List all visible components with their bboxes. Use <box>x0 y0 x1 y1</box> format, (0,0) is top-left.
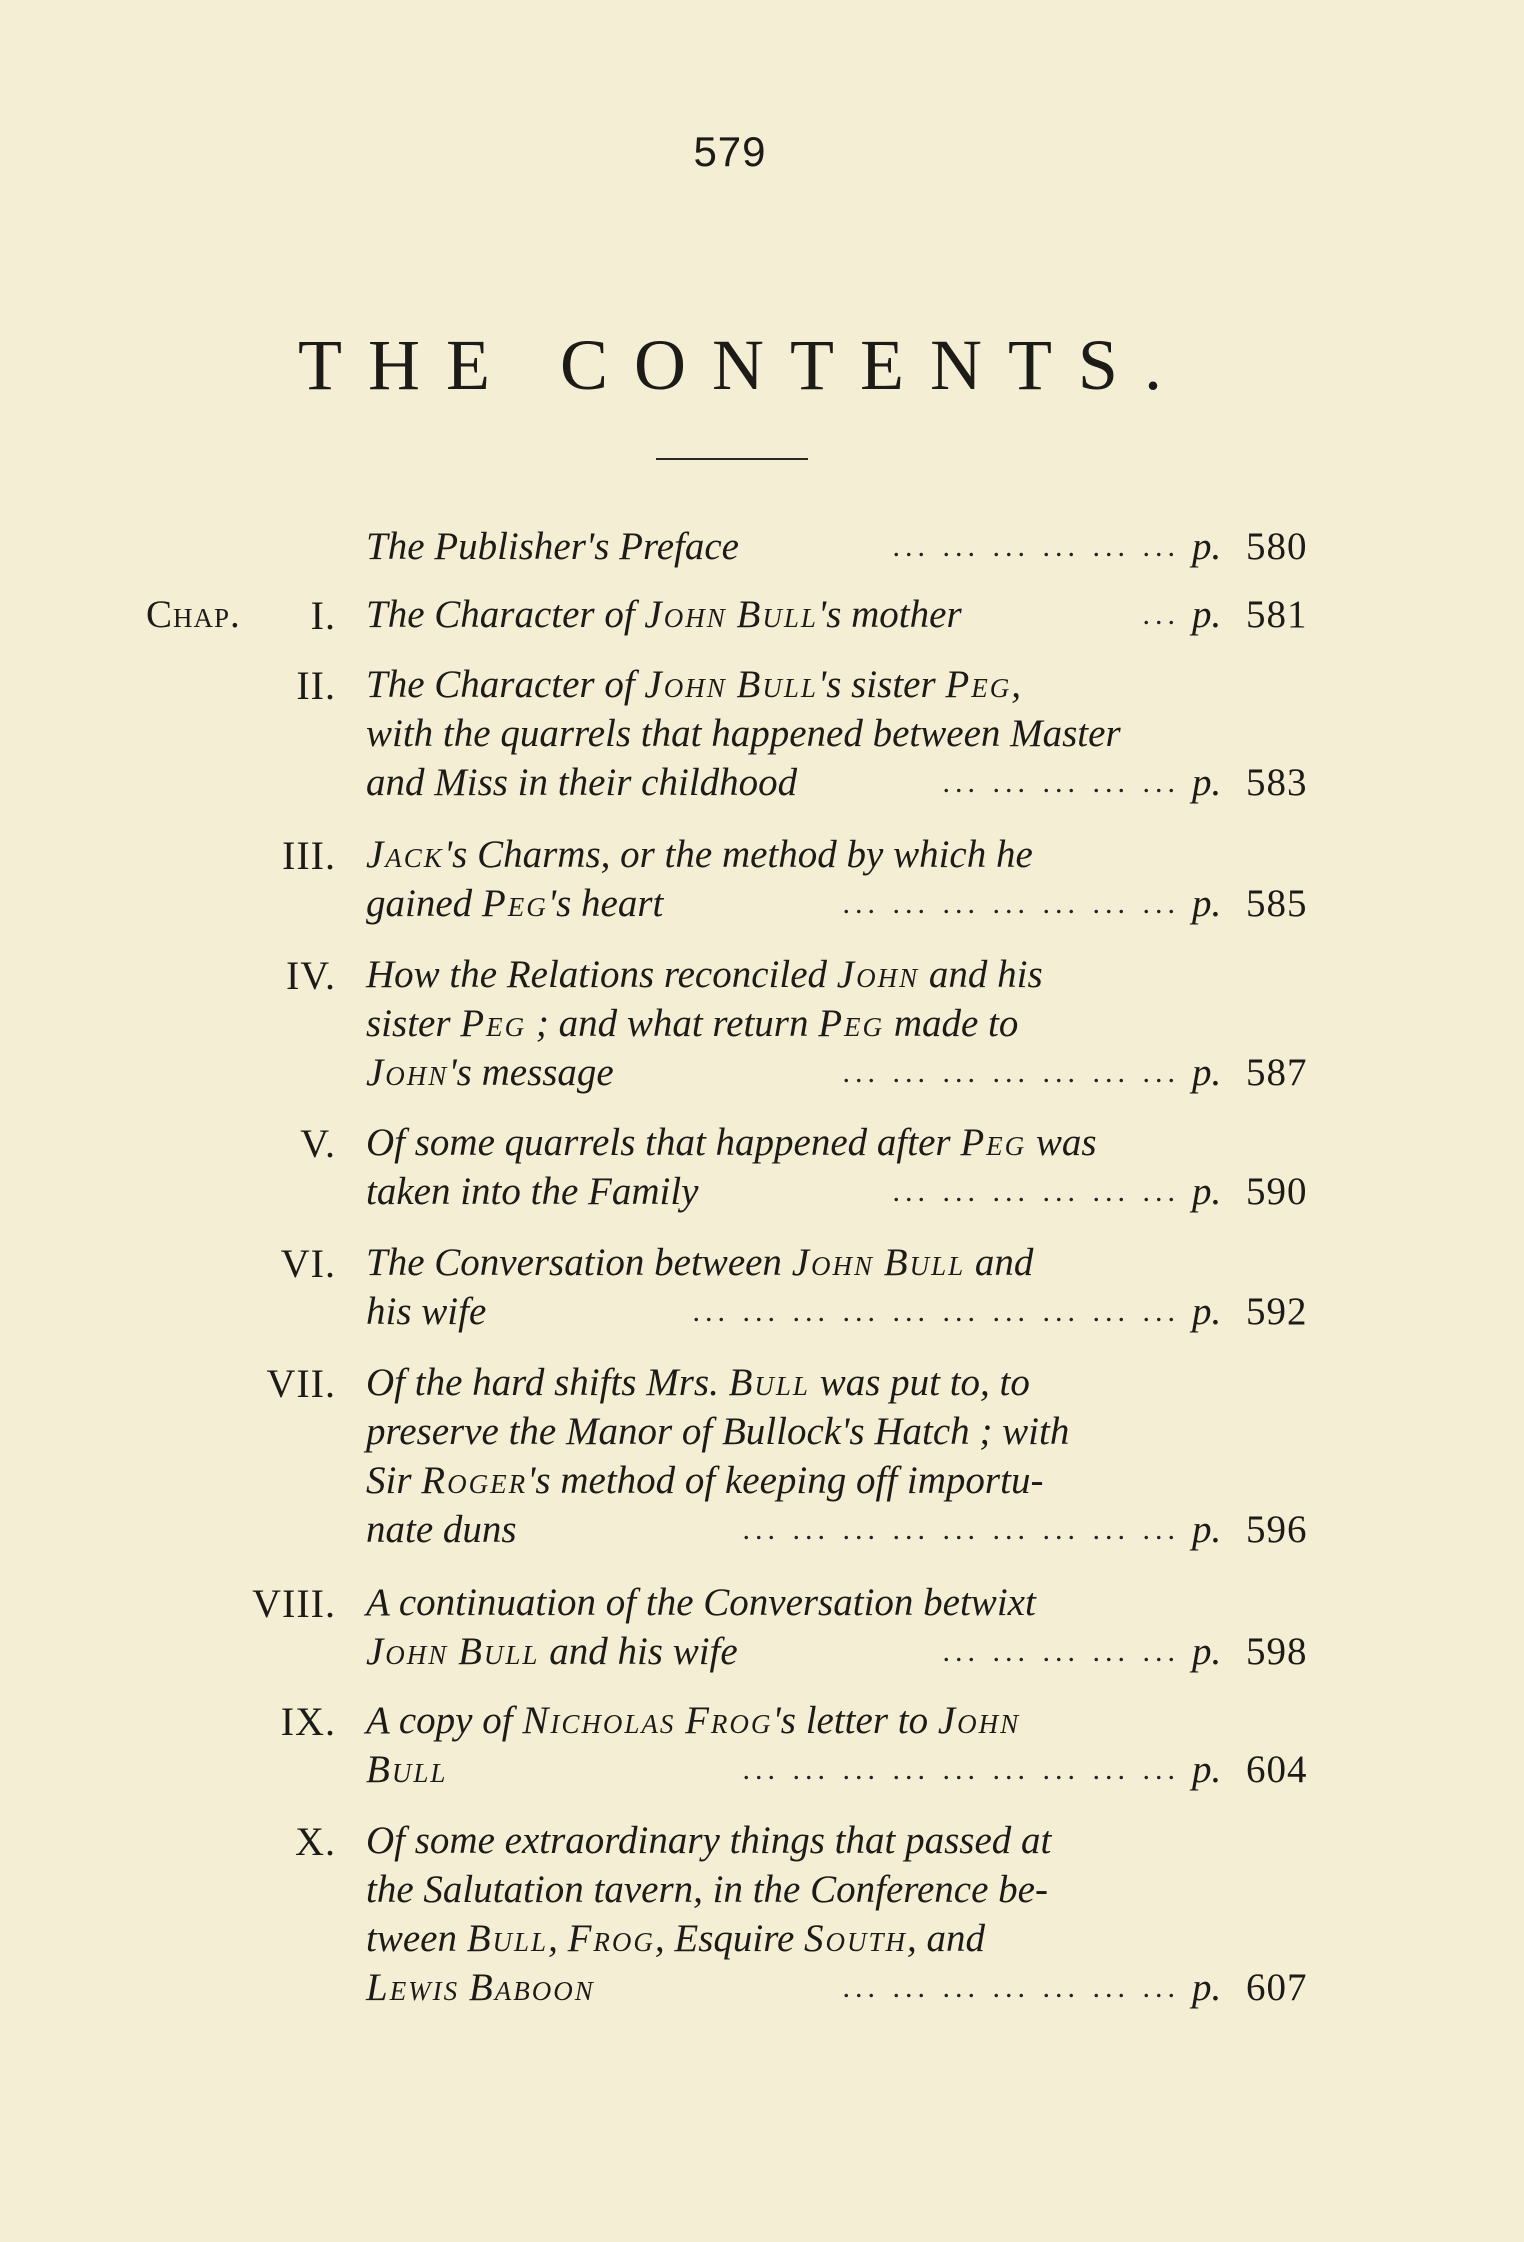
chapter-title-line: A continuation of the Conversation betwixt <box>366 1581 1036 1624</box>
page-label: p. <box>1192 525 1222 568</box>
dot-leaders: ... ... ... ... ... ... ... <box>842 1056 1180 1089</box>
chapter-title-line: sister Peg ; and what return Peg made to <box>366 1002 1019 1045</box>
page-reference: 598 <box>1246 1630 1308 1673</box>
chapter-title-line: gained Peg's heart <box>366 882 664 925</box>
page-reference: 607 <box>1246 1966 1308 2009</box>
chapter-title-line: taken into the Family <box>366 1170 699 1213</box>
chapter-title-line: Jack's Charms, or the method by which he <box>366 833 1033 876</box>
page-reference: 583 <box>1246 761 1308 804</box>
chapter-title-line: Bull <box>366 1748 448 1791</box>
page-reference: 590 <box>1246 1170 1308 1213</box>
chapter-title-line: Of some extraordinary things that passed at <box>366 1819 1052 1862</box>
page-label: p. <box>1192 1748 1222 1791</box>
dot-leaders: ... <box>1142 598 1180 631</box>
chapter-numeral: V. <box>300 1121 336 1166</box>
contents-title: THE CONTENTS. <box>298 325 1188 405</box>
chapter-numeral: X. <box>295 1819 336 1864</box>
chapter-numeral: VII. <box>266 1361 336 1406</box>
dot-leaders: ... ... ... ... ... ... <box>892 530 1180 563</box>
page-reference: 592 <box>1246 1290 1308 1333</box>
page-label: p. <box>1192 882 1222 925</box>
chapter-title-line: and Miss in their childhood <box>366 761 798 804</box>
chapter-numeral: VI. <box>280 1241 336 1286</box>
chapter-title-line: The Publisher's Preface <box>366 525 739 568</box>
chapter-numeral: VIII. <box>252 1581 336 1626</box>
page-label: p. <box>1192 1170 1222 1213</box>
chapter-title-line: the Salutation tavern, in the Conference be- <box>366 1868 1048 1911</box>
page-label: p. <box>1192 1630 1222 1673</box>
chapter-numeral: IV. <box>285 953 336 998</box>
page-label: p. <box>1192 761 1222 804</box>
chapter-numeral: II. <box>296 663 336 708</box>
page-reference: 604 <box>1246 1748 1308 1791</box>
chapter-title-line: How the Relations reconciled John and his <box>366 953 1043 996</box>
page-reference: 596 <box>1246 1508 1308 1551</box>
page-label: p. <box>1192 1966 1222 2009</box>
dot-leaders: ... ... ... ... ... ... <box>892 1175 1180 1208</box>
page-label: p. <box>1192 1508 1222 1551</box>
chapter-title-line: with the quarrels that happened between Master <box>366 712 1121 755</box>
chapter-title-line: The Character of John Bull's sister Peg, <box>366 663 1021 706</box>
page-label: p. <box>1192 593 1222 636</box>
chapter-title-line: Lewis Baboon <box>366 1966 595 2009</box>
chapter-title-line: The Conversation between John Bull and <box>366 1241 1034 1284</box>
chapter-numeral: I. <box>310 593 336 638</box>
chapter-title-line: his wife <box>366 1290 487 1333</box>
dot-leaders: ... ... ... ... ... ... ... ... ... ... <box>692 1295 1180 1328</box>
page-reference: 581 <box>1246 593 1308 636</box>
title-rule <box>656 458 808 460</box>
dot-leaders: ... ... ... ... ... ... ... <box>842 887 1180 920</box>
chapter-title-line: John's message <box>366 1051 614 1094</box>
chapter-title-line: Of the hard shifts Mrs. Bull was put to, to <box>366 1361 1030 1404</box>
dot-leaders: ... ... ... ... ... <box>942 766 1180 799</box>
chapter-title-line: nate duns <box>366 1508 517 1551</box>
page-label: p. <box>1192 1290 1222 1333</box>
dot-leaders: ... ... ... ... ... ... ... ... ... <box>742 1753 1180 1786</box>
chapter-title-line: The Character of John Bull's mother <box>366 593 962 636</box>
chapter-title-line: Of some quarrels that happened after Peg was <box>366 1121 1097 1164</box>
chapter-title-line: preserve the Manor of Bullock's Hatch ; with <box>366 1410 1070 1453</box>
page-reference: 585 <box>1246 882 1308 925</box>
chapter-title-line: Sir Roger's method of keeping off importu- <box>366 1459 1044 1502</box>
chapter-title-line: tween Bull, Frog, Esquire South, and <box>366 1917 986 1960</box>
dot-leaders: ... ... ... ... ... ... ... <box>842 1971 1180 2004</box>
page-number: 579 <box>693 128 767 175</box>
dot-leaders: ... ... ... ... ... <box>942 1635 1180 1668</box>
chapter-title-line: John Bull and his wife <box>366 1630 738 1673</box>
chapter-label: Chap. <box>146 593 241 636</box>
chapter-numeral: III. <box>282 833 336 878</box>
page-reference: 587 <box>1246 1051 1308 1094</box>
page-reference: 580 <box>1246 525 1308 568</box>
dot-leaders: ... ... ... ... ... ... ... ... ... <box>742 1513 1180 1546</box>
chapter-title-line: A copy of Nicholas Frog's letter to John <box>366 1699 1021 1742</box>
chapter-numeral: IX. <box>280 1699 336 1744</box>
page-label: p. <box>1192 1051 1222 1094</box>
